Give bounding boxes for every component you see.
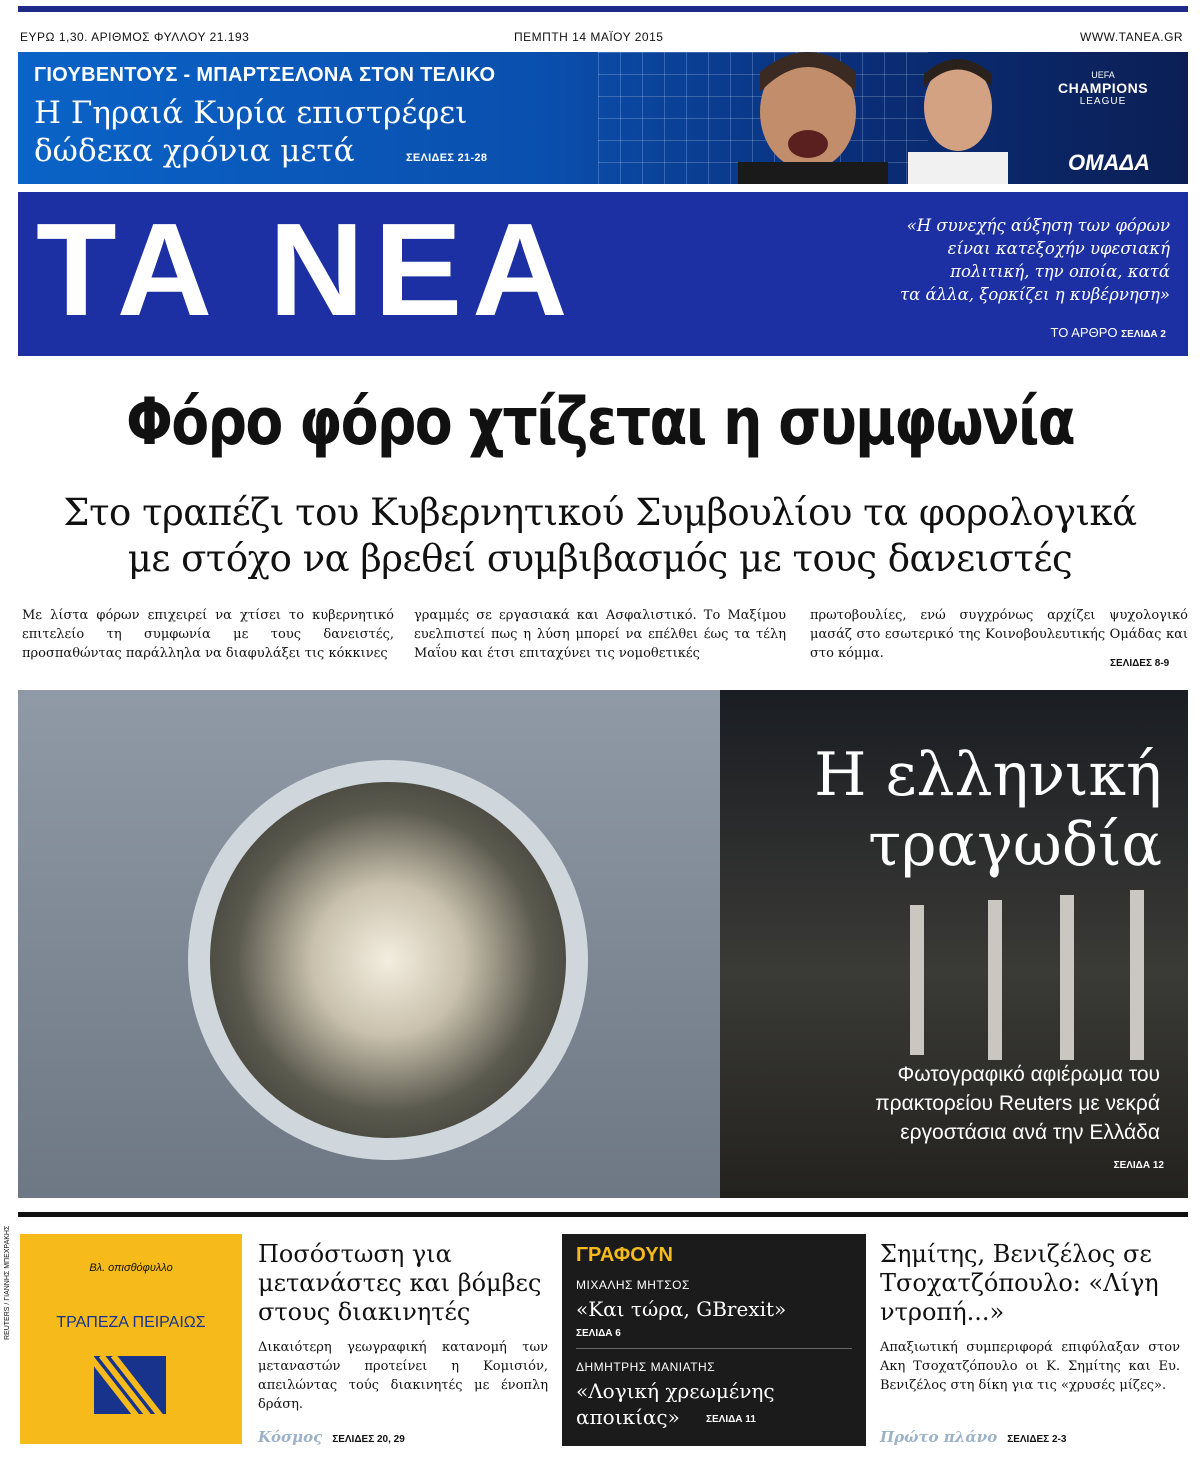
issue-date: ΠΕΜΠΤΗ 14 ΜΑΪΟΥ 2015 [514, 30, 664, 44]
trial-story-title[interactable]: Σημίτης, Βενιζέλος σε Τσοχατζόπουλο: «Λίγη ντροπή...» [880, 1240, 1159, 1326]
world-story-footer [258, 1428, 405, 1446]
article-ref-label: ΤΟ ΑΡΘΡΟ [1050, 325, 1118, 340]
ucl-top-text: UEFA [1091, 70, 1115, 80]
masthead-quote[interactable] [770, 214, 1170, 306]
world-story-title[interactable]: Ποσόστωση για μετανάστες και βόμβες στους διακινητές [258, 1240, 542, 1326]
ucl-bottom-text: LEAGUE [1079, 96, 1127, 107]
broken-wall-photo [18, 690, 720, 1198]
sports-headline-line: Η Γηραιά Κυρία επιστρέφει [34, 95, 468, 131]
newspaper-logo: ΤΑ ΝΕΑ [36, 196, 578, 343]
photo-pages: ΣΕΛΙΔΑ 12 [1113, 1160, 1164, 1171]
goalkeeper-photo [698, 52, 928, 184]
bank-advert[interactable] [20, 1234, 242, 1444]
photo-caption: Φωτογραφικό αφιέρωμα του πρακτορείου Reuters με νεκρά εργοστάσια ανά την Ελλάδα [875, 1063, 1160, 1144]
photo-title [814, 740, 1162, 880]
world-story-body: Δικαιότερη γεωγραφική κατανομή των μεταναστών προτείνει η Κομισιόν, απειλώντας τούς διακινητές με ένοπλη δράση. [258, 1340, 548, 1412]
subhead-line: με στόχο να βρεθεί συμβιβασμός με τους δανειστές [127, 537, 1073, 580]
masthead [18, 192, 1188, 356]
columnist-name: ΜΙΧΑΛΗΣ ΜΗΤΣΟΣ [576, 1278, 690, 1292]
bank-logo-icon [94, 1356, 166, 1414]
lead-text-column: Με λίστα φόρων επιχειρεί να χτίσει το κυβερνητικό επιτελείο τη συμφωνία με τους δανειστές, προσπαθώντας παράλληλα να διαφυλάξει τις κόκκινες [22, 608, 394, 661]
column-pages: ΣΕΛΙΔΑ 6 [576, 1328, 621, 1339]
photo-credit: REUTERS / ΓΙΑΝΝΗΣ ΜΠΕΧΡΑΚΗΣ [4, 1225, 11, 1340]
sports-headline-line: δώδεκα χρόνια μετά [34, 133, 355, 169]
section-tag: Κόσμος [258, 1428, 323, 1446]
photo-title-line: Η ελληνική [814, 740, 1162, 810]
column-pages: ΣΕΛΙΔΑ 11 [706, 1414, 756, 1425]
main-headline[interactable]: Φόρο φόρο χτίζεται η συμφωνία [125, 385, 1075, 460]
columnists-box [562, 1234, 866, 1446]
photo-title-line: τραγωδία [868, 810, 1162, 880]
ucl-main-text: CHAMPIONS [1057, 80, 1149, 96]
site-link[interactable]: WWW.TANEA.GR [1080, 30, 1184, 44]
column-title[interactable]: «Και τώρα, GBrexit» [576, 1297, 787, 1321]
article-reference [1051, 325, 1166, 340]
world-story-pages: ΣΕΛΙΔΕΣ 20, 29 [332, 1434, 405, 1445]
lead-pages: ΣΕΛΙΔΕΣ 8-9 [1110, 658, 1170, 669]
sports-headline [34, 94, 467, 170]
forward-photo [898, 52, 1018, 184]
trial-story-footer [880, 1428, 1066, 1446]
omada-section-tag: ΟΜΑΔΑ [1068, 150, 1150, 175]
sports-kicker: ΓΙΟΥΒΕΝΤΟΥΣ - ΜΠΑΡΤΣΕΛΟΝΑ ΣΤΟΝ ΤΕΛΙΚΟ [34, 64, 496, 86]
sports-pages: ΣΕΛΙΔΕΣ 21-28 [406, 152, 488, 164]
ad-bank-name: ΤΡΑΠΕΖΑ ΠΕΙΡΑΙΩΣ [56, 1314, 206, 1331]
quote-line: τα άλλα, ξορκίζει η κυβέρνηση» [900, 285, 1170, 304]
column-title-line: αποικίας» [576, 1405, 680, 1429]
champions-league-logo [1048, 70, 1158, 107]
column-title-line: «Λογική χρεωμένης [576, 1379, 775, 1403]
subhead-line: Στο τραπέζι του Κυβερνητικού Συμβουλίου τα φορολογικά [63, 491, 1137, 534]
sports-banner[interactable] [18, 52, 1188, 184]
section-divider [18, 1212, 1188, 1217]
columnists-title: ΓΡΑΦΟΥΝ [576, 1244, 673, 1266]
column-divider [576, 1348, 852, 1349]
lead-text-column: γραμμές σε εργασιακά και Ασφαλιστικό. Το Μαξίμου ευελπιστεί πως η λύση μπορεί να επέλθει έως τα τέλη Μαΐου και έτσι επιταχύνει τις νομοθετικές [414, 608, 786, 661]
top-rule [18, 6, 1188, 12]
columnist-name: ΔΗΜΗΤΡΗΣ ΜΑΝΙΑΤΗΣ [576, 1360, 716, 1374]
trial-story-pages: ΣΕΛΙΔΕΣ 2-3 [1007, 1434, 1067, 1445]
quote-line: «Η συνεχής αύξηση των φόρων [906, 216, 1170, 235]
photo-feature[interactable] [18, 690, 1188, 1198]
issue-info: ΕΥΡΩ 1,30. ΑΡΙΘΜΟΣ ΦΥΛΛΟΥ 21.193 [20, 30, 250, 44]
trial-story-body: Απαξιωτική συμπεριφορά επιφύλαξαν στον Ακη Τσοχατζόπουλο οι Κ. Σημίτης και Ευ. Βενιζέλος στη δίκη για τις «χρυσές μίζες». [880, 1340, 1180, 1393]
lead-text-column: πρωτοβουλίες, ενώ συγχρόνως αρχίζει ψυχολογικό μασάζ στο εσωτερικό της Κοινοβουλευτικής Ομάδας και στο κόμμα. [810, 608, 1188, 661]
article-ref-page: ΣΕΛΙΔΑ 2 [1121, 329, 1166, 340]
section-tag: Πρώτο πλάνο [880, 1428, 998, 1446]
quote-line: πολιτική, την οποία, κατά [950, 262, 1170, 281]
quote-line: είναι κατεξοχήν υφεσιακή [947, 239, 1170, 258]
main-subhead [0, 490, 1200, 582]
wall-hole-view [188, 760, 588, 1160]
ad-note: Βλ. οπισθόφυλλο [89, 1262, 173, 1274]
